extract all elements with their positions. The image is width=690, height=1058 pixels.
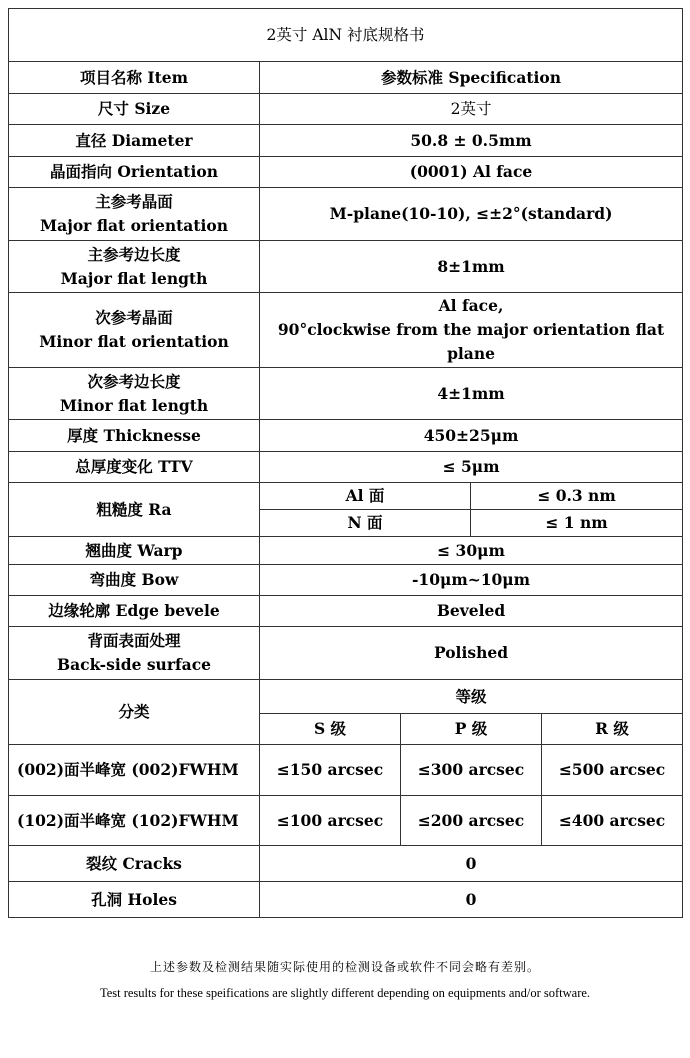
- size-value: 2英寸: [260, 94, 683, 125]
- thickness-label: 厚度 Thicknesse: [9, 420, 260, 452]
- minor-flat-orientation-label-cn: 次参考晶面: [95, 308, 173, 327]
- holes-label: 孔洞 Holes: [9, 882, 260, 918]
- cracks-value: 0: [260, 846, 683, 882]
- fwhm-002-p: ≤300 arcsec: [401, 745, 542, 796]
- ra-n-value: ≤ 1 nm: [471, 510, 683, 537]
- ttv-value: ≤ 5μm: [260, 452, 683, 483]
- minor-flat-orientation-value-2: 90°clockwise from the major orientation flat plane: [277, 320, 665, 363]
- orientation-label: 晶面指向 Orientation: [9, 157, 260, 188]
- minor-flat-length-label-cn: 次参考边长度: [87, 371, 181, 391]
- major-flat-orientation-label-cn: 主参考晶面: [95, 192, 173, 211]
- header-item: 项目名称 Item: [9, 62, 260, 94]
- cracks-label: 裂纹 Cracks: [9, 846, 260, 882]
- minor-flat-orientation-value: [260, 293, 683, 368]
- fwhm-002-r: ≤500 arcsec: [542, 745, 683, 796]
- major-flat-length-value: 8±1mm: [260, 241, 683, 293]
- footnote-cn: 上述参数及检测结果随实际使用的检测设备或软件不同会略有差别。: [149, 960, 540, 974]
- grade-s: S 级: [260, 714, 401, 745]
- grade-r: R 级: [542, 714, 683, 745]
- bow-label: 弯曲度 Bow: [9, 565, 260, 596]
- grade-label: 分类: [9, 680, 260, 745]
- major-flat-length-label-en: Major flat length: [60, 268, 208, 288]
- major-flat-length-label: [9, 241, 260, 293]
- size-label: 尺寸 Size: [9, 94, 260, 125]
- major-flat-length-label-cn: 主参考边长度: [87, 244, 181, 264]
- thickness-value: 450±25μm: [260, 420, 683, 452]
- edge-value: Beveled: [260, 596, 683, 627]
- minor-flat-orientation-label-en: Minor flat orientation: [39, 332, 229, 351]
- fwhm-102-label: (102)面半峰宽 (102)FWHM: [9, 796, 260, 846]
- fwhm-102-p: ≤200 arcsec: [401, 796, 542, 846]
- diameter-value: 50.8 ± 0.5mm: [260, 125, 683, 157]
- document-title: 2英寸 AlN 衬底规格书: [9, 9, 683, 62]
- fwhm-102-r: ≤400 arcsec: [542, 796, 683, 846]
- ra-al-face: Al 面: [260, 483, 471, 510]
- grade-header: 等级: [260, 680, 683, 714]
- warp-value: ≤ 30μm: [260, 537, 683, 565]
- spec-table: [8, 8, 683, 918]
- ra-al-value: ≤ 0.3 nm: [471, 483, 683, 510]
- backside-label-cn: 背面表面处理: [87, 631, 181, 650]
- backside-label-en: Back-side surface: [56, 655, 211, 674]
- major-flat-orientation-label-en: Major flat orientation: [40, 216, 228, 235]
- minor-flat-length-label-en: Minor flat length: [59, 395, 209, 415]
- minor-flat-length-value: 4±1mm: [260, 368, 683, 420]
- footnote-en: Test results for these speifications are slightly different depending on equipments and/or software.: [99, 986, 591, 1000]
- minor-flat-orientation-label: [9, 293, 260, 368]
- major-flat-orientation-label: [9, 188, 260, 241]
- grade-p: P 级: [401, 714, 542, 745]
- edge-label: 边缘轮廓 Edge bevele: [9, 596, 260, 627]
- ttv-label: 总厚度变化 TTV: [9, 452, 260, 483]
- diameter-label: 直径 Diameter: [9, 125, 260, 157]
- fwhm-102-s: ≤100 arcsec: [260, 796, 401, 846]
- orientation-value: (0001) Al face: [260, 157, 683, 188]
- minor-flat-orientation-value-1: Al face,: [438, 296, 504, 315]
- ra-label: 粗糙度 Ra: [9, 483, 260, 537]
- backside-label: [9, 627, 260, 680]
- fwhm-002-s: ≤150 arcsec: [260, 745, 401, 796]
- minor-flat-length-label: [9, 368, 260, 420]
- warp-label: 翘曲度 Warp: [9, 537, 260, 565]
- header-spec: 参数标准 Specification: [260, 62, 683, 94]
- holes-value: 0: [260, 882, 683, 918]
- fwhm-002-label: (002)面半峰宽 (002)FWHM: [9, 745, 260, 796]
- ra-n-face: N 面: [260, 510, 471, 537]
- backside-value: Polished: [260, 627, 683, 680]
- major-flat-orientation-value: M-plane(10-10), ≤±2°(standard): [260, 188, 683, 241]
- bow-value: -10μm~10μm: [260, 565, 683, 596]
